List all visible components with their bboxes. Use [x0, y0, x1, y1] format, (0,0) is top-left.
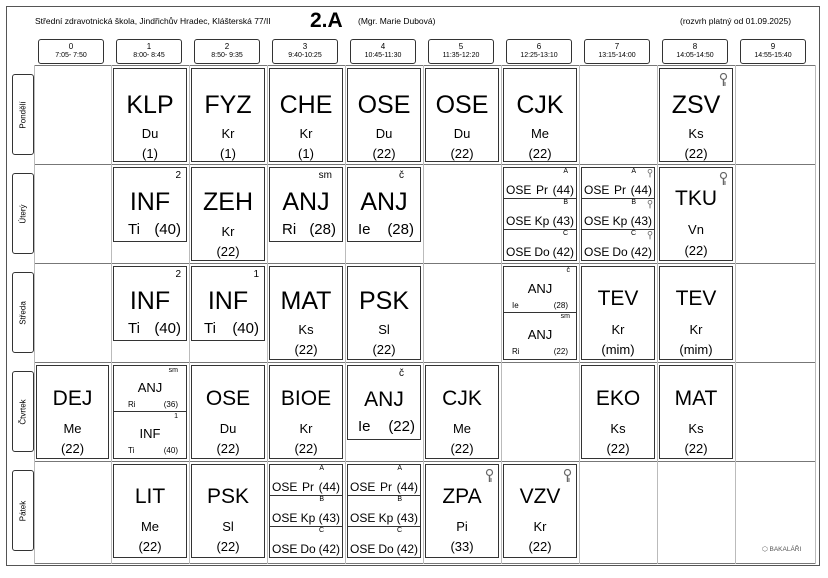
- lesson-subject: TEV: [675, 287, 717, 310]
- lesson-room: (1): [220, 146, 236, 161]
- lesson-teacher: Kr: [533, 519, 547, 534]
- lesson-teacher: Kr: [221, 224, 235, 239]
- lesson-group: B: [397, 496, 402, 503]
- lesson-subject: ANJ: [527, 327, 553, 342]
- class-teacher: (Mgr. Marie Dubová): [358, 16, 436, 26]
- lesson-subject: ANJ: [282, 188, 330, 216]
- period-time: 12:25-13:10: [520, 52, 558, 59]
- lesson-fri-1[interactable]: [113, 464, 187, 558]
- lesson-subject: OSE: [272, 511, 298, 525]
- lesson-fri-6[interactable]: [503, 464, 577, 558]
- lesson-subject: BIOE: [280, 387, 332, 410]
- lesson-thu-0[interactable]: [36, 365, 109, 459]
- lesson-teacher: Ri: [282, 221, 297, 238]
- lesson-teacher: Me: [452, 421, 472, 436]
- lesson-subject: OSE: [350, 542, 376, 556]
- lesson-tue-1[interactable]: [113, 167, 187, 242]
- lesson-teacher: Do: [612, 245, 628, 259]
- lesson-teacher: Pi: [456, 519, 468, 534]
- lesson-wed-6b[interactable]: [503, 312, 577, 360]
- lesson-room: (42): [396, 542, 418, 556]
- period-time: 9:40-10:25: [288, 52, 322, 59]
- lesson-tue-3[interactable]: [269, 167, 343, 242]
- lesson-subject: CJK: [442, 387, 482, 410]
- grid-line: [111, 65, 112, 564]
- logo-text: BAKALÁŘI: [769, 546, 802, 553]
- lesson-room: (43): [318, 511, 340, 525]
- lesson-room: (22): [450, 441, 474, 456]
- lesson-wed-2[interactable]: [191, 266, 265, 341]
- period-header-0: [38, 39, 104, 64]
- lesson-room: (22): [294, 342, 318, 357]
- lesson-fri-4c[interactable]: [347, 526, 421, 558]
- lesson-group: A: [397, 465, 402, 472]
- lesson-teacher: Ks: [688, 421, 704, 436]
- period-time: 8:00- 8:45: [133, 52, 165, 59]
- lesson-teacher: Ti: [128, 320, 140, 337]
- lesson-room: (33): [450, 539, 474, 554]
- key-icon: [647, 200, 653, 209]
- lesson-subject: OSE: [584, 183, 610, 197]
- bakalari-logo-icon: ⬡: [762, 546, 770, 553]
- lesson-subject: ANJ: [137, 380, 163, 395]
- grid-line: [735, 65, 736, 564]
- lesson-teacher: Kp: [300, 511, 316, 525]
- lesson-teacher: Ti: [128, 221, 140, 238]
- lesson-thu-8[interactable]: [659, 365, 733, 459]
- lesson-subject: INF: [129, 287, 171, 315]
- period-num: 9: [770, 42, 776, 51]
- period-time: 14:05-14:50: [676, 52, 714, 59]
- lesson-subject: INF: [207, 287, 249, 315]
- lesson-group: sm: [318, 170, 332, 181]
- lesson-subject: LIT: [134, 485, 166, 508]
- lesson-subject: OSE: [357, 91, 411, 119]
- key-icon: [647, 169, 653, 178]
- lesson-fri-2[interactable]: [191, 464, 265, 558]
- lesson-teacher: Ri: [512, 347, 520, 356]
- lesson-thu-7[interactable]: [581, 365, 655, 459]
- grid-line: [34, 164, 816, 165]
- lesson-mon-4[interactable]: [347, 68, 421, 162]
- lesson-thu-3[interactable]: [269, 365, 343, 459]
- lesson-group: C: [562, 230, 568, 237]
- lesson-teacher: Kp: [612, 214, 628, 228]
- lesson-subject: TKU: [675, 187, 717, 210]
- lesson-teacher: Ti: [204, 320, 216, 337]
- lesson-room: (22): [60, 441, 85, 456]
- day-tuesday: [12, 173, 34, 254]
- period-num: 3: [302, 42, 308, 51]
- school-name: Střední zdravotnická škola, Jindřichův Hradec, Klášterská 77/II: [35, 16, 271, 26]
- key-icon: [719, 73, 728, 87]
- lesson-wed-3[interactable]: [269, 266, 343, 360]
- lesson-mon-3[interactable]: [269, 68, 343, 162]
- lesson-room: (22): [528, 146, 552, 161]
- lesson-group: sm: [168, 367, 178, 374]
- lesson-group: č: [399, 170, 404, 181]
- lesson-fri-4a[interactable]: [347, 464, 421, 496]
- period-header-8: [662, 39, 728, 64]
- lesson-room: (43): [396, 511, 418, 525]
- period-time: 14:55-15:40: [754, 52, 792, 59]
- lesson-group: 1: [253, 269, 259, 280]
- lesson-thu-1b[interactable]: [113, 411, 187, 459]
- lesson-group: č: [399, 368, 404, 379]
- lesson-subject: ANJ: [364, 388, 404, 411]
- lesson-tue-6b[interactable]: [503, 198, 577, 230]
- lesson-room: (42): [318, 542, 340, 556]
- lesson-teacher: Ti: [128, 446, 135, 455]
- lesson-teacher: Pr: [536, 183, 548, 197]
- lesson-group: 1: [174, 413, 178, 420]
- lesson-teacher: Pr: [614, 183, 626, 197]
- lesson-thu-4[interactable]: [347, 365, 421, 440]
- lesson-room: (22): [216, 539, 240, 554]
- key-icon: [563, 469, 572, 483]
- lesson-room: (22): [216, 441, 240, 456]
- day-friday: [12, 470, 34, 551]
- lesson-tue-7a[interactable]: [581, 167, 655, 199]
- lesson-room: (1): [142, 146, 158, 161]
- period-header-5: [428, 39, 494, 64]
- day-thursday: [12, 371, 34, 452]
- lesson-fri-3b[interactable]: [269, 495, 343, 527]
- grid-line: [34, 563, 816, 564]
- lesson-subject: OSE: [272, 542, 298, 556]
- lesson-teacher: Kp: [378, 511, 394, 525]
- lesson-subject: TEV: [597, 287, 639, 310]
- day-wednesday: [12, 272, 34, 353]
- lesson-room: (44): [630, 183, 652, 197]
- lesson-room: (22): [216, 244, 240, 259]
- lesson-mon-6[interactable]: [503, 68, 577, 162]
- lesson-room: (42): [630, 245, 652, 259]
- grid-line: [657, 65, 658, 564]
- lesson-teacher: Du: [453, 126, 471, 141]
- lesson-tue-7b[interactable]: [581, 198, 655, 230]
- lesson-teacher: Ie: [358, 221, 371, 238]
- lesson-tue-2[interactable]: [191, 167, 265, 261]
- lesson-tue-7c[interactable]: [581, 229, 655, 261]
- lesson-teacher: Me: [530, 126, 550, 141]
- lesson-teacher: Pr: [380, 480, 392, 494]
- period-time: 8:50- 9:35: [211, 52, 243, 59]
- lesson-teacher: Vn: [688, 222, 704, 237]
- lesson-room: (28): [309, 221, 336, 238]
- lesson-subject: MAT: [674, 387, 718, 410]
- lesson-group: C: [630, 230, 636, 237]
- lesson-subject: ZEH: [203, 188, 253, 216]
- lesson-subject: OSE: [205, 387, 251, 410]
- lesson-subject: MAT: [280, 287, 332, 315]
- lesson-subject: CHE: [279, 91, 333, 119]
- lesson-room: (43): [630, 214, 652, 228]
- grid-line: [34, 461, 816, 462]
- grid-line: [345, 65, 346, 564]
- day-label: Pondělí: [18, 100, 28, 129]
- lesson-room: (40): [154, 320, 181, 337]
- lesson-fri-3c[interactable]: [269, 526, 343, 558]
- day-label: Pátek: [18, 500, 28, 521]
- lesson-group: B: [631, 199, 636, 206]
- period-header-9: [740, 39, 806, 64]
- lesson-subject: DEJ: [52, 387, 93, 410]
- lesson-subject: OSE: [584, 245, 610, 259]
- lesson-room: (44): [552, 183, 574, 197]
- grid-line: [34, 65, 35, 564]
- lesson-room: (40): [154, 221, 181, 238]
- lesson-tue-8[interactable]: [659, 167, 733, 261]
- day-label: Úterý: [18, 203, 28, 224]
- lesson-room: (mim): [601, 342, 635, 357]
- lesson-teacher: Ks: [610, 421, 626, 436]
- lesson-room: (22): [684, 243, 708, 258]
- period-time: 13:15-14:00: [598, 52, 636, 59]
- day-label: Čtvrtek: [18, 398, 28, 425]
- day-label: Středa: [18, 300, 28, 325]
- lesson-room: (22): [528, 539, 552, 554]
- lesson-tue-6a[interactable]: [503, 167, 577, 199]
- lesson-fri-5[interactable]: [425, 464, 499, 558]
- lesson-room: (22): [372, 146, 396, 161]
- class-name: 2.A: [310, 9, 343, 32]
- lesson-room: (40): [232, 320, 259, 337]
- lesson-thu-1a[interactable]: [113, 365, 187, 412]
- lesson-room: (44): [396, 480, 418, 494]
- lesson-group: A: [563, 168, 568, 175]
- lesson-room: (40): [163, 446, 178, 455]
- period-time: 11:35-12:20: [442, 52, 480, 59]
- grid-line: [423, 65, 424, 564]
- lesson-subject: OSE: [350, 480, 376, 494]
- lesson-subject: ZPA: [442, 485, 482, 508]
- period-header-1: [116, 39, 182, 64]
- lesson-teacher: Do: [378, 542, 394, 556]
- lesson-subject: OSE: [506, 214, 532, 228]
- day-monday: [12, 74, 34, 155]
- bakalari-logo: [762, 545, 801, 553]
- period-num: 7: [614, 42, 620, 51]
- lesson-subject: FYZ: [204, 91, 252, 119]
- period-num: 1: [146, 42, 152, 51]
- lesson-room: (22): [372, 342, 396, 357]
- grid-line: [189, 65, 190, 564]
- lesson-tue-4[interactable]: [347, 167, 421, 242]
- lesson-thu-5[interactable]: [425, 365, 499, 459]
- lesson-teacher: Du: [219, 421, 237, 436]
- period-header-7: [584, 39, 650, 64]
- grid-line: [267, 65, 268, 564]
- period-time: 7:05- 7:50: [55, 52, 87, 59]
- lesson-teacher: Me: [63, 421, 82, 436]
- lesson-teacher: Pr: [302, 480, 314, 494]
- lesson-subject: CJK: [516, 91, 564, 119]
- lesson-room: (mim): [679, 342, 713, 357]
- lesson-tue-6c[interactable]: [503, 229, 577, 261]
- lesson-room: (42): [552, 245, 574, 259]
- period-num: 2: [224, 42, 230, 51]
- lesson-teacher: Ie: [358, 418, 371, 435]
- lesson-group: B: [319, 496, 324, 503]
- lesson-teacher: Kr: [299, 126, 313, 141]
- lesson-room: (22): [294, 441, 318, 456]
- lesson-subject: OSE: [506, 183, 532, 197]
- lesson-subject: PSK: [206, 485, 250, 508]
- lesson-teacher: Sl: [378, 322, 390, 337]
- lesson-room: (22): [138, 539, 162, 554]
- period-num: 4: [380, 42, 386, 51]
- valid-from: (rozvrh platný od 01.09.2025): [680, 16, 792, 26]
- lesson-room: (44): [318, 480, 340, 494]
- lesson-mon-2[interactable]: [191, 68, 265, 162]
- lesson-fri-4b[interactable]: [347, 495, 421, 527]
- lesson-group: 2: [175, 170, 181, 181]
- lesson-room: (43): [552, 214, 574, 228]
- lesson-subject: VZV: [519, 485, 561, 508]
- lesson-teacher: Kr: [221, 126, 235, 141]
- key-icon: [485, 469, 494, 483]
- key-icon: [647, 231, 653, 240]
- lesson-room: (1): [298, 146, 314, 161]
- lesson-mon-5[interactable]: [425, 68, 499, 162]
- period-num: 5: [458, 42, 464, 51]
- lesson-subject: KLP: [126, 91, 174, 119]
- period-header-6: [506, 39, 572, 64]
- period-num: 0: [68, 42, 74, 51]
- lesson-teacher: Ks: [688, 126, 704, 141]
- lesson-room: (22): [684, 441, 708, 456]
- lesson-mon-1[interactable]: [113, 68, 187, 162]
- lesson-group: A: [319, 465, 324, 472]
- lesson-thu-2[interactable]: [191, 365, 265, 459]
- lesson-group: B: [563, 199, 568, 206]
- grid-line: [34, 362, 816, 363]
- lesson-group: A: [631, 168, 636, 175]
- lesson-room: (22): [450, 146, 474, 161]
- key-icon: [719, 172, 728, 186]
- lesson-teacher: Kp: [534, 214, 550, 228]
- lesson-subject: OSE: [435, 91, 489, 119]
- lesson-subject: INF: [139, 426, 161, 441]
- lesson-teacher: Do: [534, 245, 550, 259]
- period-num: 8: [692, 42, 698, 51]
- lesson-subject: ZSV: [671, 91, 721, 119]
- lesson-teacher: Kr: [689, 322, 703, 337]
- lesson-subject: OSE: [584, 214, 610, 228]
- lesson-subject: ANJ: [527, 281, 553, 296]
- lesson-group: č: [566, 267, 570, 274]
- grid-line: [34, 65, 816, 66]
- lesson-subject: OSE: [350, 511, 376, 525]
- period-time: 10:45-11:30: [364, 52, 402, 59]
- lesson-group: C: [318, 527, 324, 534]
- lesson-teacher: Kr: [611, 322, 625, 337]
- lesson-teacher: Ks: [298, 322, 314, 337]
- lesson-teacher: Sl: [222, 519, 234, 534]
- grid-line: [34, 263, 816, 264]
- lesson-room: (22): [553, 347, 568, 356]
- lesson-subject: EKO: [595, 387, 641, 410]
- lesson-room: (28): [387, 221, 414, 238]
- lesson-teacher: Do: [300, 542, 316, 556]
- lesson-subject: PSK: [358, 287, 410, 315]
- period-header-3: [272, 39, 338, 64]
- lesson-teacher: Ri: [128, 400, 136, 409]
- lesson-wed-7[interactable]: [581, 266, 655, 360]
- lesson-wed-4[interactable]: [347, 266, 421, 360]
- lesson-subject: ANJ: [360, 188, 408, 216]
- lesson-mon-8[interactable]: [659, 68, 733, 162]
- lesson-room: (22): [684, 146, 708, 161]
- lesson-room: (28): [553, 301, 568, 310]
- lesson-teacher: Kr: [299, 421, 313, 436]
- lesson-teacher: Du: [141, 126, 159, 141]
- lesson-room: (22): [388, 418, 415, 435]
- lesson-subject: INF: [129, 188, 171, 216]
- lesson-wed-6a[interactable]: [503, 266, 577, 313]
- lesson-room: (36): [163, 400, 178, 409]
- lesson-room: (22): [606, 441, 630, 456]
- grid-line: [501, 65, 502, 564]
- period-header-2: [194, 39, 260, 64]
- lesson-subject: OSE: [506, 245, 532, 259]
- period-header-4: [350, 39, 416, 64]
- lesson-group: 2: [175, 269, 181, 280]
- lesson-teacher: Du: [375, 126, 393, 141]
- grid-line: [815, 65, 816, 564]
- lesson-subject: OSE: [272, 480, 298, 494]
- grid-line: [579, 65, 580, 564]
- lesson-teacher: Me: [140, 519, 160, 534]
- lesson-wed-8[interactable]: [659, 266, 733, 360]
- lesson-group: C: [396, 527, 402, 534]
- period-num: 6: [536, 42, 542, 51]
- lesson-group: sm: [560, 313, 570, 320]
- lesson-wed-1[interactable]: [113, 266, 187, 341]
- lesson-teacher: Ie: [512, 301, 519, 310]
- lesson-fri-3a[interactable]: [269, 464, 343, 496]
